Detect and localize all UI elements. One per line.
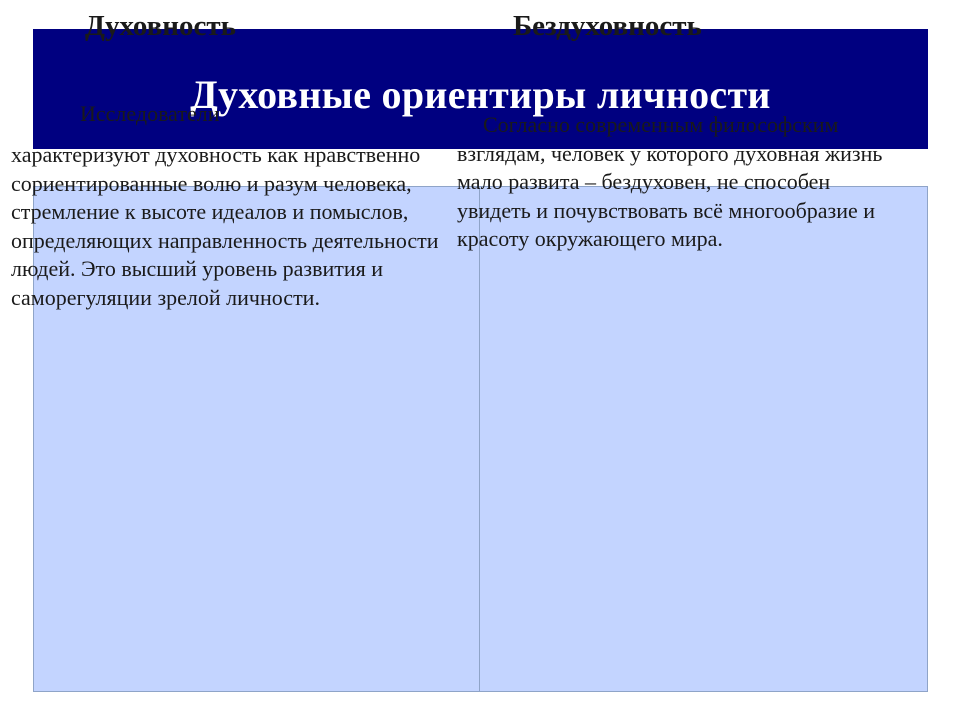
heading-spirituality: Духовность [85, 10, 236, 42]
spirituality-text-first-line: Исследователи [80, 101, 220, 126]
lack-of-spirituality-text [457, 111, 887, 254]
spirituality-text: характеризуют духовность как нравственно сориентированные волю и разум человека, стремление к высоте идеалов и помыслов, определяющих направленность деятельности людей. Это высший уровень развития и саморегуляции зрелой личности. [11, 142, 439, 310]
heading-lack-of-spirituality: Бездуховность [513, 10, 702, 42]
page-title: Духовные ориентиры личности [190, 71, 771, 117]
column-lack-of-spirituality [480, 187, 927, 691]
lack-of-spirituality-paragraph: Согласно современным философским взглядам, человек у которого духовная жизнь мало развита – бездуховен, не способен увидеть и почувствовать всё многообразие и красоту окружающего мира. [457, 112, 883, 251]
